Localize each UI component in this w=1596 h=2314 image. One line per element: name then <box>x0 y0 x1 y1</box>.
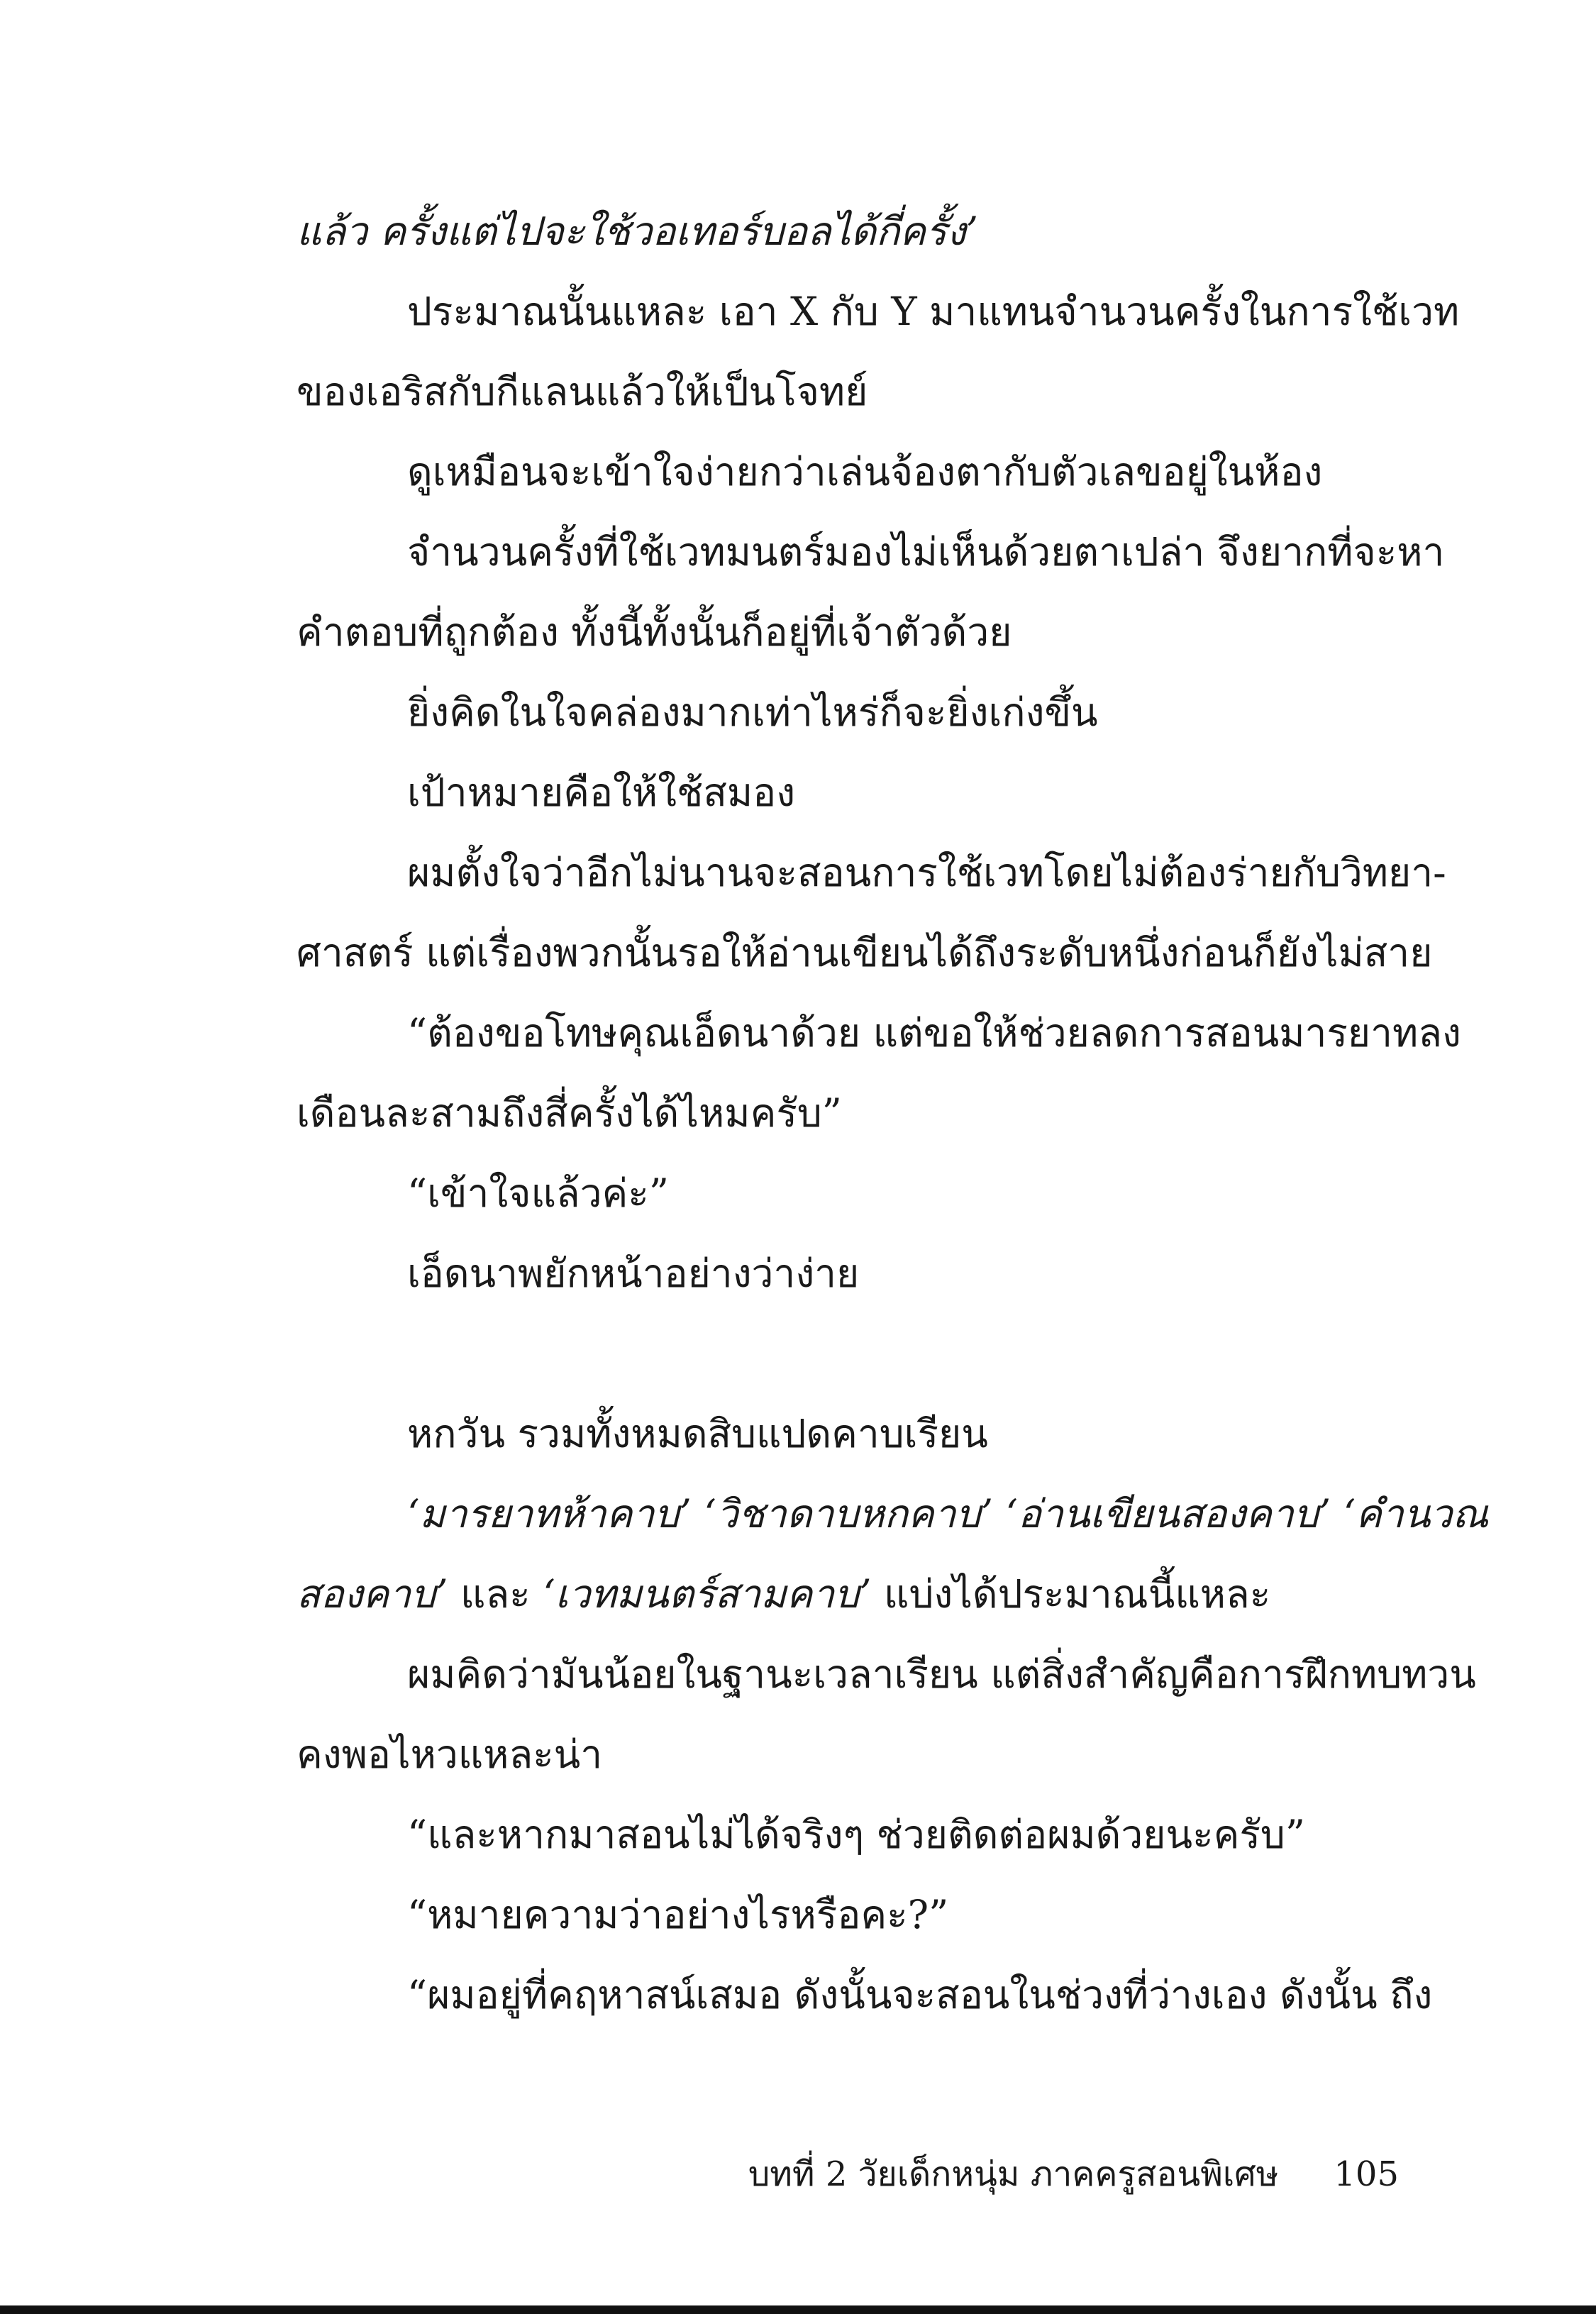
italic-phrase: ‘เวทมนตร์สามคาบ’ <box>543 1571 872 1617</box>
text-line: ดูเหมือนจะเข้าใจง่ายกว่าเล่นจ้องตากับตัวเลขอยู่ในห้อง <box>407 449 1323 494</box>
text-line: “ผมอยู่ที่คฤหาสน์เสมอ ดังนั้นจะสอนในช่วงที่ว่างเอง ดังนั้น ถึง <box>407 1972 1433 2017</box>
text-line: ผมคิดว่ามันน้อยในฐานะเวลาเรียน แต่สิ่งสำคัญคือการฝึกทบทวน <box>407 1651 1476 1697</box>
scene-break <box>297 1314 1399 1394</box>
text-line: “ต้องขอโทษคุณเอ็ดนาด้วย แต่ขอให้ช่วยลดการสอนมารยาทลง <box>407 1010 1461 1056</box>
text-line: เอ็ดนาพยักหน้าอย่างว่าง่าย <box>407 1251 860 1296</box>
text-span: แบ่งได้ประมาณนี้แหละ <box>871 1571 1271 1617</box>
text-line: ยิ่งคิดในใจคล่องมากเท่าไหร่ก็จะยิ่งเก่งขึ้น <box>407 690 1098 735</box>
chapter-title: บทที่ 2 วัยเด็กหนุ่ม ภาคครูสอนพิเศษ <box>748 2154 1279 2194</box>
text-line <box>297 1554 1399 1634</box>
italic-phrase: สองคาบ’ <box>297 1571 448 1617</box>
text-line <box>297 1474 1489 1554</box>
text-line: จำนวนครั้งที่ใช้เวทมนตร์มองไม่เห็นด้วยตาเปล่า จึงยากที่จะหา <box>407 529 1445 575</box>
text-line: คำตอบที่ถูกต้อง ทั้งนี้ทั้งนั้นก็อยู่ที่เจ้าตัวด้วย <box>297 609 1012 655</box>
text-line: เดือนละสามถึงสี่ครั้งได้ไหมครับ” <box>297 1090 842 1136</box>
text-line: “หมายความว่าอย่างไรหรือคะ?” <box>407 1892 949 1937</box>
text-line: ของเอริสกับกีแลนแล้วให้เป็นโจทย์ <box>297 369 868 414</box>
page-body <box>297 192 1489 2035</box>
text-line: ศาสตร์ แต่เรื่องพวกนั้นรอให้อ่านเขียนได้ถึงระดับหนึ่งก่อนก็ยังไม่สาย <box>297 930 1433 975</box>
page-footer <box>297 2149 1399 2199</box>
text-line: “และหากมาสอนไม่ได้จริงๆ ช่วยติดต่อผมด้วยนะครับ” <box>407 1812 1305 1857</box>
text-line: หกวัน รวมทั้งหมดสิบแปดคาบเรียน <box>407 1411 988 1456</box>
text-line: ผมตั้งใจว่าอีกไม่นานจะสอนการใช้เวทโดยไม่ต้องร่ายกับวิทยา- <box>407 850 1446 895</box>
text-line: เป้าหมายคือให้ใช้สมอง <box>407 770 796 815</box>
text-span: และ <box>448 1571 543 1617</box>
text-line: แล้ว ครั้งแต่ไปจะใช้วอเทอร์บอลได้กี่ครั้ง’ <box>297 209 978 254</box>
text-line: คงพอไหวแหละน่า <box>297 1732 603 1777</box>
page-number: 105 <box>1334 2154 1399 2194</box>
text-line: ประมาณนั้นแหละ เอา X กับ Y มาแทนจำนวนครั้งในการใช้เวท <box>407 289 1460 334</box>
bottom-edge-rule <box>0 2305 1596 2314</box>
text-line: “เข้าใจแล้วค่ะ” <box>407 1170 669 1216</box>
italic-phrase: ‘มารยาทห้าคาบ’ ‘วิชาดาบหกคาบ’ ‘อ่านเขียนสองคาบ’ ‘คำนวณ <box>407 1491 1489 1537</box>
